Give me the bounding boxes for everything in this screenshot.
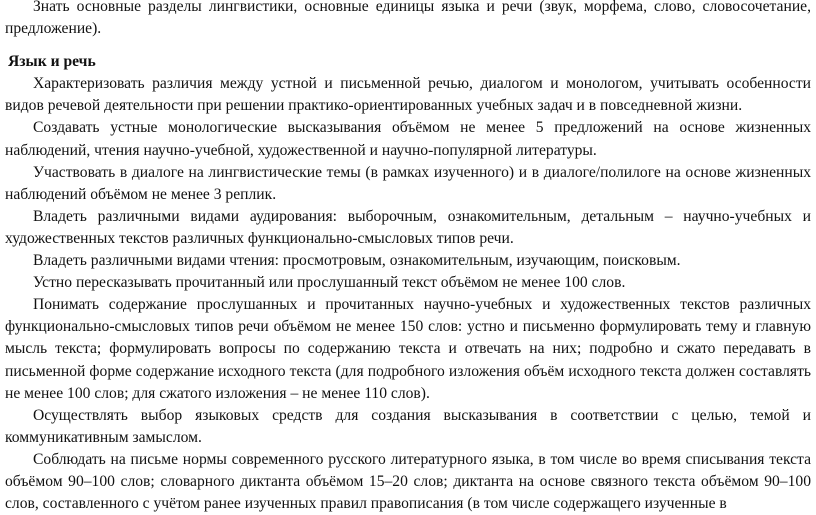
paragraph-1: Характеризовать различия между устной и письменной речью, диалогом и монологом, учитывать особенности видов речевой деятельности при решении практико-ориентированных учебных задач и в повседневной жизни. [5,75,811,115]
paragraph-9: Соблюдать на письме нормы современного русского литературного языка, в том числе во время списывания текста объёмом 90–100 слов; словарного диктанта объёмом 15–20 слов; диктанта на основе связного текста объёмом 90–100 слов, составленного с учётом ранее изученных правил правописания (в том числе содержащего изученные в [5,450,811,513]
section-title: Язык и речь [8,53,96,71]
paragraph-6: Устно пересказывать прочитанный или прослушанный текст объёмом не менее 100 слов. [33,274,626,292]
paragraph-3: Участвовать в диалоге на лингвистические темы (в рамках изученного) и в диалоге/полилоге на основе жизненных наблюдений объёмом не менее 3 реплик. [5,163,811,203]
paragraph-4: Владеть различными видами аудирования: выборочным, ознакомительным, детальным – научно-учебных и художественных текстов различных функционально-смысловых типов речи. [5,207,811,247]
paragraph-5: Владеть различными видами чтения: просмотровым, ознакомительным, изучающим, поисковым. [33,252,681,270]
intro-paragraph: Знать основные разделы лингвистики, основные единицы языка и речи (звук, морфема, слово, словосочетание, предложение). [5,0,811,38]
paragraph-8: Осуществлять выбор языковых средств для создания высказывания в соответствии с целью, темой и коммуникативным замыслом. [5,406,811,446]
paragraph-7: Понимать содержание прослушанных и прочитанных научно-учебных и художественных текстов различных функционально-смысловых типов речи объёмом не менее 150 слов: устно и письменно формулировать тему и главную мысль текста; формулировать вопросы по содержанию текста и отвечать на них; подробно и сжато передавать в письменной форме содержание исходного текста (для подробного изложения объём исходного текста должен составлять не менее 100 слов; для сжатого изложения – не менее 110 слов). [5,296,811,402]
paragraph-2: Создавать устные монологические высказывания объёмом не менее 5 предложений на основе жизненных наблюдений, чтения научно-учебной, художественной и научно-популярной литературы. [5,119,811,159]
